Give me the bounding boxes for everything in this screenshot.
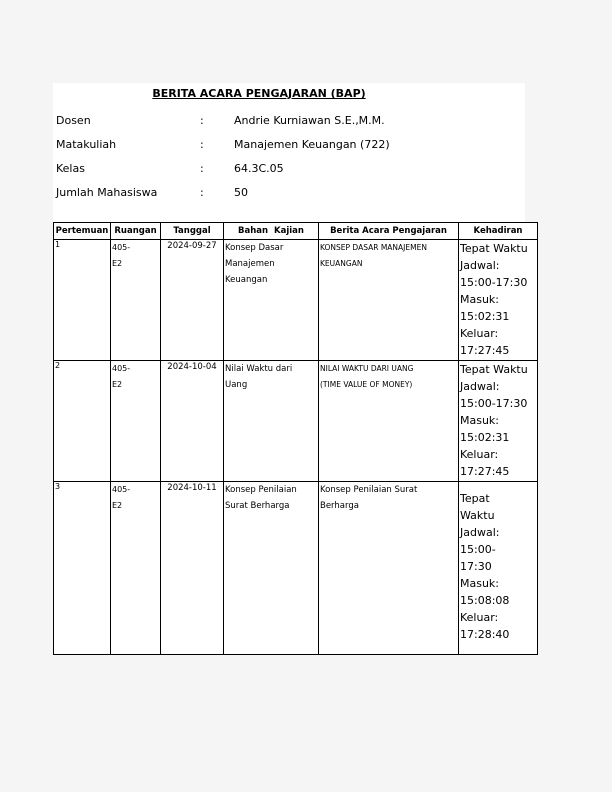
cell-tanggal: 2024-09-27 bbox=[161, 240, 224, 361]
info-colon: : bbox=[200, 162, 204, 175]
cell-ruangan bbox=[111, 361, 161, 482]
kehadiran-line: 15:02:31 bbox=[460, 310, 510, 323]
info-colon: : bbox=[200, 186, 204, 199]
info-label: Dosen bbox=[56, 114, 91, 127]
info-value: Andrie Kurniawan S.E.,M.M. bbox=[234, 114, 385, 127]
kehadiran-line: Masuk: bbox=[460, 577, 500, 590]
info-value: 64.3C.05 bbox=[234, 162, 284, 175]
kehadiran-line: 15:02:31 bbox=[460, 431, 510, 444]
kehadiran-line: Masuk: bbox=[460, 293, 500, 306]
column-header-kehadiran: Kehadiran bbox=[459, 223, 538, 240]
bahan-line: Konsep Penilaian bbox=[225, 485, 297, 495]
table-row bbox=[54, 482, 538, 655]
cell-kehadiran bbox=[459, 240, 538, 361]
table-row bbox=[54, 240, 538, 361]
info-value: Manajemen Keuangan (722) bbox=[234, 138, 390, 151]
kehadiran-line: 15:08:08 bbox=[460, 594, 510, 607]
kehadiran-line: Waktu bbox=[460, 509, 495, 522]
kehadiran-line: Tepat Waktu bbox=[460, 242, 528, 255]
kehadiran-line: Keluar: bbox=[460, 327, 499, 340]
kehadiran-line: 17:27:45 bbox=[460, 465, 510, 478]
kehadiran-line: 15:00-17:30 bbox=[460, 276, 528, 289]
bap-table bbox=[53, 222, 538, 655]
berita-line: Konsep Penilaian Surat bbox=[320, 485, 418, 495]
bahan-line: Uang bbox=[225, 380, 248, 390]
info-label: Kelas bbox=[56, 162, 85, 175]
berita-line: Berharga bbox=[320, 501, 359, 511]
cell-kehadiran bbox=[459, 482, 538, 655]
kehadiran-line: Jadwal: bbox=[460, 526, 500, 539]
ruangan-line: E2 bbox=[112, 501, 123, 510]
kehadiran-line: Keluar: bbox=[460, 448, 499, 461]
column-header-ruangan: Ruangan bbox=[111, 223, 161, 240]
berita-line: KEUANGAN bbox=[320, 259, 363, 268]
kehadiran-line: Tepat Waktu bbox=[460, 363, 528, 376]
cell-bahan-kajian bbox=[224, 361, 319, 482]
ruangan-line: E2 bbox=[112, 259, 123, 268]
document-title: BERITA ACARA PENGAJARAN (BAP) bbox=[152, 87, 366, 100]
kehadiran-line: Jadwal: bbox=[460, 259, 500, 272]
bahan-line: Surat Berharga bbox=[225, 501, 290, 511]
kehadiran-line: 17:28:40 bbox=[460, 628, 510, 641]
cell-tanggal: 2024-10-11 bbox=[161, 482, 224, 655]
cell-pertemuan: 3 bbox=[54, 482, 111, 655]
column-header-tanggal: Tanggal bbox=[161, 223, 224, 240]
bahan-line: Konsep Dasar bbox=[225, 243, 284, 253]
ruangan-line: E2 bbox=[112, 380, 123, 389]
cell-berita-acara bbox=[319, 240, 459, 361]
column-header-pertemuan: Pertemuan bbox=[54, 223, 111, 240]
cell-ruangan bbox=[111, 482, 161, 655]
bahan-line: Manajemen bbox=[225, 259, 275, 269]
cell-pertemuan: 1 bbox=[54, 240, 111, 361]
bahan-line: Keuangan bbox=[225, 275, 268, 285]
berita-line: (TIME VALUE OF MONEY) bbox=[320, 380, 413, 389]
berita-line: NILAI WAKTU DARI UANG bbox=[320, 364, 414, 373]
cell-berita-acara bbox=[319, 482, 459, 655]
info-value: 50 bbox=[234, 186, 248, 199]
kehadiran-line: Jadwal: bbox=[460, 380, 500, 393]
cell-ruangan bbox=[111, 240, 161, 361]
cell-berita-acara bbox=[319, 361, 459, 482]
kehadiran-line: Keluar: bbox=[460, 611, 499, 624]
column-header-berita-acara: Berita Acara Pengajaran bbox=[319, 223, 459, 240]
cell-bahan-kajian bbox=[224, 482, 319, 655]
info-colon: : bbox=[200, 138, 204, 151]
column-header-bahan-kajian: Bahan Kajian bbox=[224, 223, 319, 240]
kehadiran-line: Masuk: bbox=[460, 414, 500, 427]
info-label: Matakuliah bbox=[56, 138, 117, 151]
bahan-line: Nilai Waktu dari bbox=[225, 364, 293, 374]
kehadiran-line: 17:27:45 bbox=[460, 344, 510, 357]
ruangan-line: 405- bbox=[112, 243, 131, 252]
kehadiran-line: Tepat bbox=[460, 492, 490, 505]
cell-pertemuan: 2 bbox=[54, 361, 111, 482]
cell-tanggal: 2024-10-04 bbox=[161, 361, 224, 482]
berita-line: KONSEP DASAR MANAJEMEN bbox=[320, 243, 427, 252]
ruangan-line: 405- bbox=[112, 364, 131, 373]
info-colon: : bbox=[200, 114, 204, 127]
table-row bbox=[54, 361, 538, 482]
ruangan-line: 405- bbox=[112, 485, 131, 494]
kehadiran-line: 15:00- bbox=[460, 543, 496, 556]
info-label: Jumlah Mahasiswa bbox=[56, 186, 158, 199]
table-header-row bbox=[54, 223, 538, 240]
cell-kehadiran bbox=[459, 361, 538, 482]
header-panel bbox=[53, 83, 525, 222]
cell-bahan-kajian bbox=[224, 240, 319, 361]
kehadiran-line: 17:30 bbox=[460, 560, 492, 573]
kehadiran-line: 15:00-17:30 bbox=[460, 397, 528, 410]
